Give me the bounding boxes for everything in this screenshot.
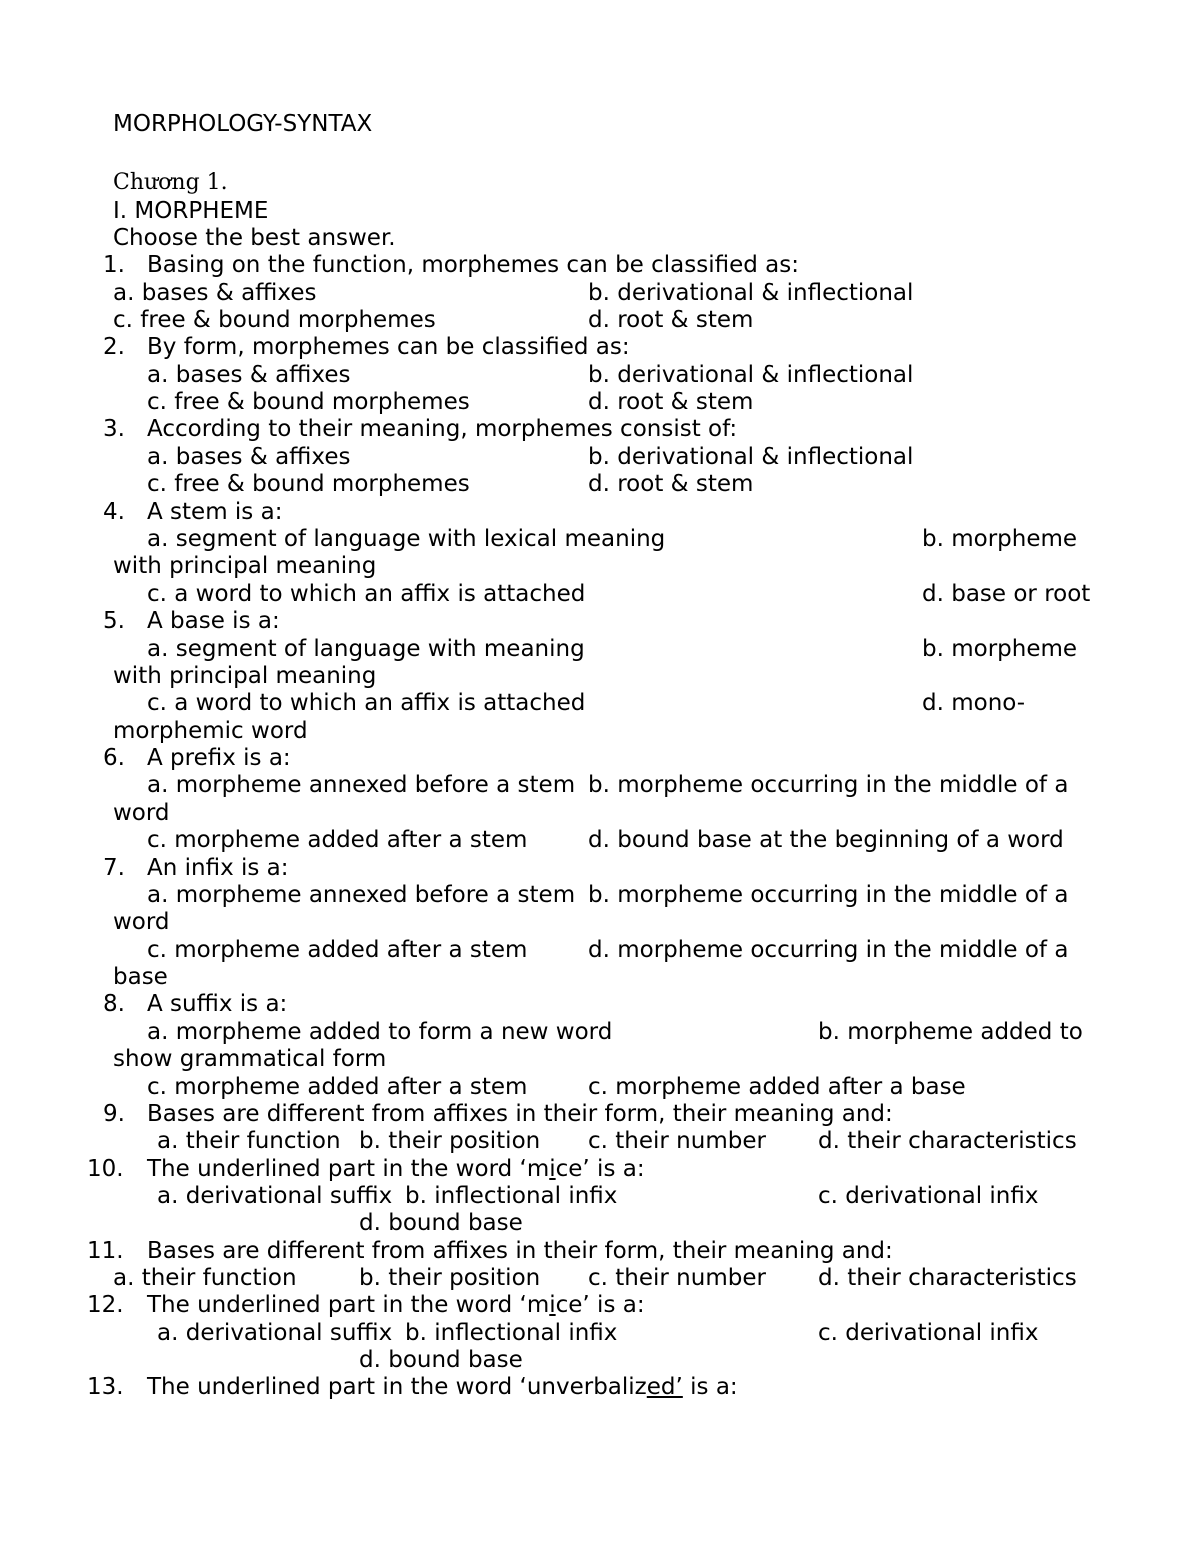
- option-c: c. morpheme added after a stem: [147, 937, 528, 963]
- instruction-text: Choose the best answer.: [113, 225, 396, 251]
- underlined-part: i: [549, 1292, 556, 1318]
- option-b: b. inflectional infix: [405, 1320, 618, 1346]
- option-b: b. their position: [359, 1128, 541, 1154]
- question-number: 3.: [103, 416, 125, 442]
- question-number: 1.: [103, 252, 125, 278]
- option-c: c. derivational infix: [818, 1320, 1039, 1346]
- option-a: a. segment of language with meaning: [147, 636, 585, 662]
- option-a: a. segment of language with lexical meaning: [147, 526, 666, 552]
- option-d: d. bound base: [359, 1210, 523, 1236]
- document-title: MORPHOLOGY-SYNTAX: [113, 111, 373, 137]
- option-b: b. morpheme occurring in the middle of a: [588, 772, 1069, 798]
- option-b-continued: with principal meaning: [113, 553, 377, 579]
- option-d: d. morpheme occurring in the middle of a: [588, 937, 1069, 963]
- option-d: d. their characteristics: [818, 1265, 1077, 1291]
- question-text: The underlined part in the word ‘mice’ is a:: [147, 1292, 645, 1318]
- option-c: c. free & bound morphemes: [113, 307, 436, 333]
- option-d: d. bound base at the beginning of a word: [588, 827, 1064, 853]
- option-a: a. bases & affixes: [147, 362, 351, 388]
- question-text: By form, morphemes can be classified as:: [147, 334, 630, 360]
- question-number: 4.: [103, 499, 125, 525]
- underlined-part: ed’: [646, 1374, 683, 1400]
- option-a: a. their function: [157, 1128, 341, 1154]
- option-b-continued: show grammatical form: [113, 1046, 387, 1072]
- question-text: According to their meaning, morphemes consist of:: [147, 416, 738, 442]
- option-b: b. derivational & inflectional: [588, 280, 914, 306]
- question-number: 12.: [87, 1292, 124, 1318]
- option-b-continued: word: [113, 800, 170, 826]
- option-b: b. morpheme: [922, 636, 1078, 662]
- option-d: d. root & stem: [588, 307, 754, 333]
- option-a: a. morpheme added to form a new word: [147, 1019, 613, 1045]
- option-d: d. root & stem: [588, 471, 754, 497]
- option-a: a. bases & affixes: [147, 444, 351, 470]
- question-number: 5.: [103, 608, 125, 634]
- underlined-part: i: [549, 1156, 556, 1182]
- question-text: A base is a:: [147, 608, 280, 634]
- option-b: b. their position: [359, 1265, 541, 1291]
- option-c: c. morpheme added after a stem: [147, 827, 528, 853]
- option-c: c. a word to which an affix is attached: [147, 690, 586, 716]
- option-c: c. free & bound morphemes: [147, 389, 470, 415]
- option-d: d. base or root: [922, 581, 1091, 607]
- option-b: b. morpheme occurring in the middle of a: [588, 882, 1069, 908]
- question-number: 11.: [87, 1238, 124, 1264]
- option-d: d. mono-: [922, 690, 1026, 716]
- question-text: An infix is a:: [147, 855, 289, 881]
- option-c: c. their number: [588, 1128, 766, 1154]
- option-d: d. their characteristics: [818, 1128, 1077, 1154]
- question-text: A stem is a:: [147, 499, 283, 525]
- option-d-continued: morphemic word: [113, 718, 308, 744]
- option-b-continued: word: [113, 909, 170, 935]
- option-a: a. derivational suffix: [157, 1320, 393, 1346]
- section-heading: I. MORPHEME: [113, 198, 269, 224]
- option-c: c. morpheme added after a stem: [147, 1074, 528, 1100]
- question-text: Basing on the function, morphemes can be classified as:: [147, 252, 799, 278]
- question-text: The underlined part in the word ‘unverbalized’ is a:: [147, 1374, 738, 1400]
- option-d: d. root & stem: [588, 389, 754, 415]
- option-b: b. derivational & inflectional: [588, 444, 914, 470]
- chapter-heading: Chương 1.: [113, 170, 228, 195]
- option-b: b. morpheme added to: [818, 1019, 1083, 1045]
- question-number: 7.: [103, 855, 125, 881]
- question-text: The underlined part in the word ‘mice’ is a:: [147, 1156, 645, 1182]
- option-c: c. their number: [588, 1265, 766, 1291]
- option-a: a. derivational suffix: [157, 1183, 393, 1209]
- option-a: a. morpheme annexed before a stem: [147, 882, 576, 908]
- question-number: 10.: [87, 1156, 124, 1182]
- option-a: a. their function: [113, 1265, 297, 1291]
- option-b-continued: with principal meaning: [113, 663, 377, 689]
- question-number: 13.: [87, 1374, 124, 1400]
- option-d: d. bound base: [359, 1347, 523, 1373]
- option-b: b. derivational & inflectional: [588, 362, 914, 388]
- question-text: Bases are different from affixes in their form, their meaning and:: [147, 1238, 893, 1264]
- question-number: 6.: [103, 745, 125, 771]
- option-d: c. morpheme added after a base: [588, 1074, 966, 1100]
- option-d-continued: base: [113, 964, 168, 990]
- question-text: Bases are different from affixes in their form, their meaning and:: [147, 1101, 893, 1127]
- question-number: 8.: [103, 991, 125, 1017]
- option-b: b. inflectional infix: [405, 1183, 618, 1209]
- option-a: a. morpheme annexed before a stem: [147, 772, 576, 798]
- option-a: a. bases & affixes: [113, 280, 317, 306]
- question-number: 2.: [103, 334, 125, 360]
- question-text: A prefix is a:: [147, 745, 291, 771]
- question-number: 9.: [103, 1101, 125, 1127]
- option-c: c. a word to which an affix is attached: [147, 581, 586, 607]
- option-c: c. derivational infix: [818, 1183, 1039, 1209]
- option-c: c. free & bound morphemes: [147, 471, 470, 497]
- option-b: b. morpheme: [922, 526, 1078, 552]
- question-text: A suffix is a:: [147, 991, 288, 1017]
